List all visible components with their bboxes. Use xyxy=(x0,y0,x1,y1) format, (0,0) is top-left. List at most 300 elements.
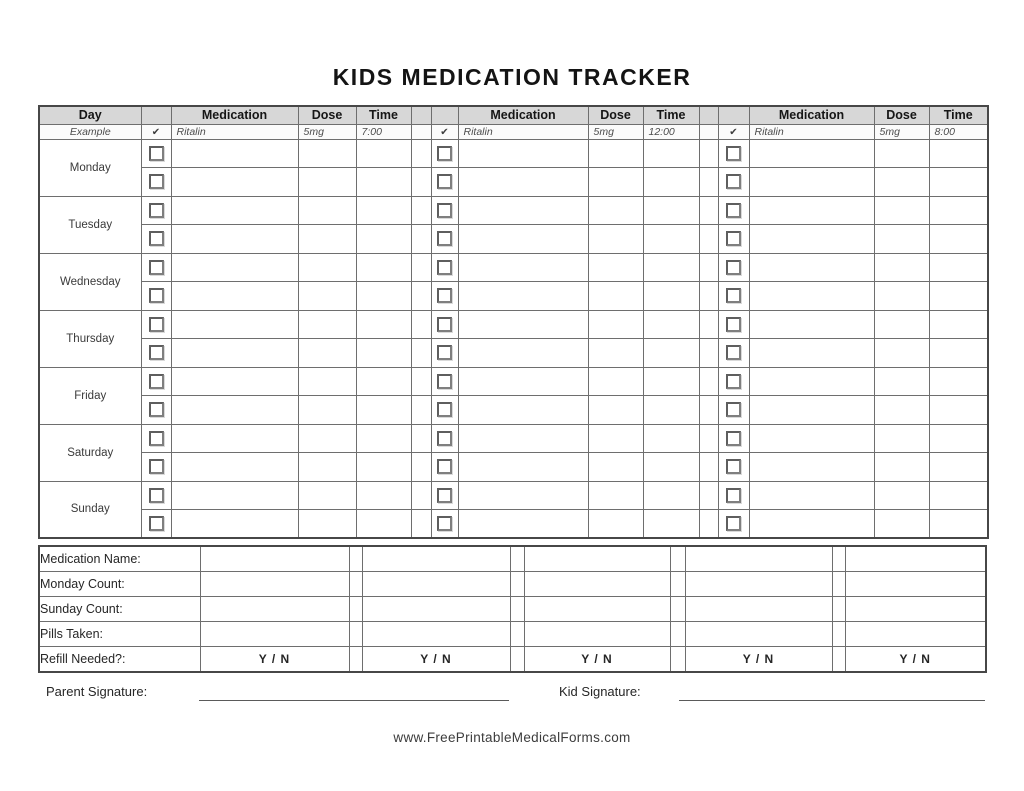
dose-cell xyxy=(298,510,356,539)
check-cell xyxy=(141,481,171,510)
time-cell xyxy=(643,282,699,311)
spacer-cell xyxy=(349,597,362,622)
med-checkbox[interactable] xyxy=(726,488,741,503)
spacer-cell xyxy=(670,647,685,673)
check-cell xyxy=(431,339,458,368)
dose-cell xyxy=(298,396,356,425)
med-checkbox[interactable] xyxy=(149,231,164,246)
medication-cell xyxy=(171,453,298,482)
med-checkbox[interactable] xyxy=(149,402,164,417)
med-checkbox[interactable] xyxy=(149,374,164,389)
check-cell xyxy=(431,453,458,482)
spacer-cell xyxy=(832,647,845,673)
day-row-pm xyxy=(39,396,988,425)
dose-cell xyxy=(874,453,929,482)
dose-cell xyxy=(588,282,643,311)
spacer-cell xyxy=(411,196,431,225)
med-checkbox[interactable] xyxy=(726,374,741,389)
med-checkbox[interactable] xyxy=(726,317,741,332)
medication-cell xyxy=(749,310,874,339)
medication-cell xyxy=(749,367,874,396)
value-cell xyxy=(524,622,670,647)
med-checkbox[interactable] xyxy=(437,516,452,531)
summary-row-medication-name xyxy=(39,546,986,572)
med-checkbox[interactable] xyxy=(726,516,741,531)
medication-cell xyxy=(458,510,588,539)
day-row-pm xyxy=(39,225,988,254)
spacer-cell xyxy=(832,597,845,622)
spacer-cell xyxy=(411,510,431,539)
med-checkbox[interactable] xyxy=(437,374,452,389)
spacer-cell xyxy=(411,282,431,311)
dose-cell xyxy=(588,481,643,510)
spacer-cell xyxy=(699,310,718,339)
check-cell xyxy=(141,253,171,282)
header-spacer-1 xyxy=(411,106,431,124)
medication-cell xyxy=(749,453,874,482)
med-checkbox[interactable] xyxy=(149,203,164,218)
day-row-am xyxy=(39,139,988,168)
value-cell xyxy=(845,622,986,647)
example-dose-1: 5mg xyxy=(298,124,356,139)
spacer-cell xyxy=(411,225,431,254)
med-checkbox[interactable] xyxy=(437,431,452,446)
medication-cell xyxy=(458,339,588,368)
check-cell xyxy=(718,339,749,368)
medication-cell xyxy=(458,225,588,254)
dose-cell xyxy=(588,339,643,368)
day-row-am xyxy=(39,310,988,339)
check-icon xyxy=(431,124,458,139)
check-cell xyxy=(431,481,458,510)
header-dose-3: Dose xyxy=(874,106,929,124)
time-cell xyxy=(356,510,411,539)
med-checkbox[interactable] xyxy=(149,288,164,303)
medication-cell xyxy=(171,196,298,225)
medication-cell xyxy=(749,396,874,425)
header-medication-1: Medication xyxy=(171,106,298,124)
time-cell xyxy=(643,196,699,225)
med-checkbox[interactable] xyxy=(149,174,164,189)
example-time-2: 12:00 xyxy=(643,124,699,139)
time-cell xyxy=(929,510,988,539)
check-cell xyxy=(718,396,749,425)
med-checkbox[interactable] xyxy=(149,431,164,446)
time-cell xyxy=(929,282,988,311)
spacer-cell xyxy=(510,546,524,572)
spacer-cell xyxy=(699,339,718,368)
spacer-cell xyxy=(510,597,524,622)
check-cell xyxy=(141,282,171,311)
summary-label: Refill Needed?: xyxy=(39,647,200,673)
check-cell xyxy=(141,168,171,197)
check-cell xyxy=(431,225,458,254)
med-checkbox[interactable] xyxy=(437,317,452,332)
value-cell xyxy=(845,597,986,622)
spacer-cell xyxy=(411,168,431,197)
dose-cell xyxy=(588,367,643,396)
dose-cell xyxy=(588,196,643,225)
time-cell xyxy=(643,253,699,282)
medication-cell xyxy=(458,396,588,425)
time-cell xyxy=(929,225,988,254)
spacer-cell xyxy=(411,139,431,168)
header-time-3: Time xyxy=(929,106,988,124)
dose-cell xyxy=(588,253,643,282)
spacer-cell xyxy=(411,396,431,425)
header-time-1: Time xyxy=(356,106,411,124)
refill-yn-option: Y / N xyxy=(845,647,986,673)
value-cell xyxy=(524,546,670,572)
medication-cell xyxy=(171,310,298,339)
check-cell xyxy=(141,510,171,539)
dose-cell xyxy=(298,253,356,282)
dose-cell xyxy=(298,481,356,510)
spacer-cell xyxy=(411,310,431,339)
check-cell xyxy=(141,396,171,425)
header-medication-3: Medication xyxy=(749,106,874,124)
check-cell xyxy=(431,396,458,425)
spacer-cell xyxy=(670,597,685,622)
dose-cell xyxy=(588,310,643,339)
check-cell xyxy=(431,139,458,168)
med-checkbox[interactable] xyxy=(149,488,164,503)
value-cell xyxy=(685,572,832,597)
spacer-cell xyxy=(411,339,431,368)
med-checkbox[interactable] xyxy=(437,402,452,417)
footer-url: www.FreePrintableMedicalForms.com xyxy=(393,730,631,745)
check-cell xyxy=(718,253,749,282)
time-cell xyxy=(356,225,411,254)
example-time-3: 8:00 xyxy=(929,124,988,139)
dose-cell xyxy=(298,424,356,453)
med-checkbox[interactable] xyxy=(726,459,741,474)
spacer-cell xyxy=(510,622,524,647)
summary-table xyxy=(38,545,987,673)
med-checkbox[interactable] xyxy=(726,345,741,360)
med-checkbox[interactable] xyxy=(437,260,452,275)
dose-cell xyxy=(874,396,929,425)
spacer-cell xyxy=(349,546,362,572)
spacer-cell xyxy=(349,622,362,647)
med-checkbox[interactable] xyxy=(726,174,741,189)
check-icon: ✔ xyxy=(440,126,449,138)
medication-cell xyxy=(171,481,298,510)
medication-cell xyxy=(749,139,874,168)
med-checkbox[interactable] xyxy=(726,431,741,446)
check-cell xyxy=(718,225,749,254)
medication-cell xyxy=(749,424,874,453)
spacer-cell xyxy=(411,367,431,396)
time-cell xyxy=(356,310,411,339)
day-label: Saturday xyxy=(39,424,141,481)
time-cell xyxy=(929,139,988,168)
medication-cell xyxy=(458,424,588,453)
medication-cell xyxy=(171,424,298,453)
spacer-cell xyxy=(699,196,718,225)
header-dose-1: Dose xyxy=(298,106,356,124)
check-cell xyxy=(718,424,749,453)
med-checkbox[interactable] xyxy=(149,260,164,275)
dose-cell xyxy=(588,139,643,168)
time-cell xyxy=(643,225,699,254)
value-cell xyxy=(200,597,349,622)
value-cell xyxy=(200,622,349,647)
header-spacer-2 xyxy=(699,106,718,124)
time-cell xyxy=(356,196,411,225)
med-checkbox[interactable] xyxy=(149,345,164,360)
time-cell xyxy=(356,481,411,510)
time-cell xyxy=(929,396,988,425)
header-medication-2: Medication xyxy=(458,106,588,124)
med-checkbox[interactable] xyxy=(437,459,452,474)
example-dose-2: 5mg xyxy=(588,124,643,139)
medication-cell xyxy=(171,367,298,396)
dose-cell xyxy=(874,367,929,396)
parent-signature-line xyxy=(199,700,509,701)
dose-cell xyxy=(588,424,643,453)
spacer-cell xyxy=(510,572,524,597)
check-icon: ✔ xyxy=(729,126,738,138)
example-spacer-1 xyxy=(411,124,431,139)
day-label: Wednesday xyxy=(39,253,141,310)
med-checkbox[interactable] xyxy=(726,146,741,161)
time-cell xyxy=(643,339,699,368)
check-cell xyxy=(431,253,458,282)
refill-yn-option: Y / N xyxy=(524,647,670,673)
medication-cell xyxy=(458,367,588,396)
medication-cell xyxy=(458,168,588,197)
check-cell xyxy=(431,367,458,396)
refill-yn-option: Y / N xyxy=(685,647,832,673)
check-cell xyxy=(431,510,458,539)
time-cell xyxy=(643,481,699,510)
medication-cell xyxy=(749,282,874,311)
spacer-cell xyxy=(699,282,718,311)
value-cell xyxy=(362,597,510,622)
dose-cell xyxy=(874,253,929,282)
spacer-cell xyxy=(699,367,718,396)
dose-cell xyxy=(874,339,929,368)
time-cell xyxy=(643,510,699,539)
time-cell xyxy=(356,453,411,482)
medication-cell xyxy=(458,253,588,282)
dose-cell xyxy=(298,367,356,396)
medication-cell xyxy=(458,139,588,168)
time-cell xyxy=(356,424,411,453)
check-cell xyxy=(141,310,171,339)
medication-cell xyxy=(171,282,298,311)
med-checkbox[interactable] xyxy=(437,288,452,303)
medication-cell xyxy=(458,196,588,225)
spacer-cell xyxy=(411,424,431,453)
med-checkbox[interactable] xyxy=(149,146,164,161)
day-row-am xyxy=(39,253,988,282)
spacer-cell xyxy=(832,546,845,572)
medication-cell xyxy=(171,225,298,254)
example-time-1: 7:00 xyxy=(356,124,411,139)
value-cell xyxy=(362,622,510,647)
tracker-body xyxy=(39,139,988,538)
value-cell xyxy=(362,572,510,597)
dose-cell xyxy=(874,168,929,197)
refill-yn-option: Y / N xyxy=(362,647,510,673)
summary-label: Sunday Count: xyxy=(39,597,200,622)
dose-cell xyxy=(298,339,356,368)
spacer-cell xyxy=(510,647,524,673)
med-checkbox[interactable] xyxy=(726,231,741,246)
med-checkbox[interactable] xyxy=(149,516,164,531)
med-checkbox[interactable] xyxy=(437,203,452,218)
dose-cell xyxy=(588,453,643,482)
medication-cell xyxy=(458,310,588,339)
med-checkbox[interactable] xyxy=(437,146,452,161)
spacer-cell xyxy=(670,622,685,647)
time-cell xyxy=(929,339,988,368)
value-cell xyxy=(845,572,986,597)
spacer-cell xyxy=(670,572,685,597)
med-checkbox[interactable] xyxy=(437,488,452,503)
time-cell xyxy=(643,424,699,453)
med-checkbox[interactable] xyxy=(149,459,164,474)
header-check-3 xyxy=(718,106,749,124)
summary-label: Monday Count: xyxy=(39,572,200,597)
day-row-pm xyxy=(39,510,988,539)
day-label: Tuesday xyxy=(39,196,141,253)
med-checkbox[interactable] xyxy=(726,288,741,303)
time-cell xyxy=(929,310,988,339)
med-checkbox[interactable] xyxy=(149,317,164,332)
med-checkbox[interactable] xyxy=(726,260,741,275)
check-cell xyxy=(141,424,171,453)
time-cell xyxy=(356,282,411,311)
spacer-cell xyxy=(411,453,431,482)
check-cell xyxy=(431,282,458,311)
check-cell xyxy=(718,139,749,168)
check-cell xyxy=(718,310,749,339)
spacer-cell xyxy=(699,396,718,425)
tracker-header-row xyxy=(39,106,988,124)
spacer-cell xyxy=(699,424,718,453)
dose-cell xyxy=(298,453,356,482)
time-cell xyxy=(643,367,699,396)
dose-cell xyxy=(588,510,643,539)
dose-cell xyxy=(874,481,929,510)
dose-cell xyxy=(298,310,356,339)
value-cell xyxy=(685,546,832,572)
med-checkbox[interactable] xyxy=(726,203,741,218)
time-cell xyxy=(643,139,699,168)
medication-cell xyxy=(749,168,874,197)
summary-row-sunday-count xyxy=(39,597,986,622)
value-cell xyxy=(524,597,670,622)
check-cell xyxy=(718,168,749,197)
time-cell xyxy=(356,396,411,425)
check-cell xyxy=(718,510,749,539)
page-title: KIDS MEDICATION TRACKER xyxy=(332,64,692,90)
check-cell xyxy=(431,196,458,225)
value-cell xyxy=(685,597,832,622)
summary-label: Medication Name: xyxy=(39,546,200,572)
time-cell xyxy=(356,139,411,168)
check-icon xyxy=(141,124,171,139)
medication-cell xyxy=(171,139,298,168)
day-row-pm xyxy=(39,339,988,368)
medication-cell xyxy=(749,253,874,282)
check-cell xyxy=(431,424,458,453)
time-cell xyxy=(929,168,988,197)
refill-yn-option: Y / N xyxy=(200,647,349,673)
time-cell xyxy=(929,424,988,453)
time-cell xyxy=(929,253,988,282)
dose-cell xyxy=(874,139,929,168)
dose-cell xyxy=(874,225,929,254)
day-row-pm xyxy=(39,168,988,197)
spacer-cell xyxy=(832,572,845,597)
summary-label: Pills Taken: xyxy=(39,622,200,647)
check-cell xyxy=(141,339,171,368)
dose-cell xyxy=(588,225,643,254)
tracker-table xyxy=(38,105,989,539)
header-check-2 xyxy=(431,106,458,124)
summary-row-monday-count xyxy=(39,572,986,597)
day-row-am xyxy=(39,196,988,225)
dose-cell xyxy=(588,396,643,425)
spacer-cell xyxy=(349,647,362,673)
example-spacer-2 xyxy=(699,124,718,139)
check-cell xyxy=(718,481,749,510)
med-checkbox[interactable] xyxy=(726,402,741,417)
value-cell xyxy=(200,546,349,572)
check-cell xyxy=(718,282,749,311)
med-checkbox[interactable] xyxy=(437,345,452,360)
medication-cell xyxy=(749,481,874,510)
value-cell xyxy=(200,572,349,597)
spacer-cell xyxy=(699,225,718,254)
spacer-cell xyxy=(699,481,718,510)
time-cell xyxy=(643,453,699,482)
check-cell xyxy=(718,196,749,225)
spacer-cell xyxy=(699,168,718,197)
check-cell xyxy=(141,225,171,254)
time-cell xyxy=(929,453,988,482)
medication-cell xyxy=(171,396,298,425)
time-cell xyxy=(929,481,988,510)
day-label: Thursday xyxy=(39,310,141,367)
med-checkbox[interactable] xyxy=(437,231,452,246)
time-cell xyxy=(356,168,411,197)
dose-cell xyxy=(298,225,356,254)
header-day: Day xyxy=(39,106,141,124)
medication-cell xyxy=(749,339,874,368)
time-cell xyxy=(929,367,988,396)
kid-signature-line xyxy=(679,700,985,701)
time-cell xyxy=(356,339,411,368)
spacer-cell xyxy=(670,546,685,572)
med-checkbox[interactable] xyxy=(437,174,452,189)
check-cell xyxy=(718,367,749,396)
medication-cell xyxy=(749,510,874,539)
spacer-cell xyxy=(349,572,362,597)
time-cell xyxy=(643,396,699,425)
spacer-cell xyxy=(832,622,845,647)
dose-cell xyxy=(588,168,643,197)
example-label: Example xyxy=(39,124,141,139)
dose-cell xyxy=(298,168,356,197)
check-cell xyxy=(141,367,171,396)
medication-cell xyxy=(171,510,298,539)
medication-cell xyxy=(749,196,874,225)
